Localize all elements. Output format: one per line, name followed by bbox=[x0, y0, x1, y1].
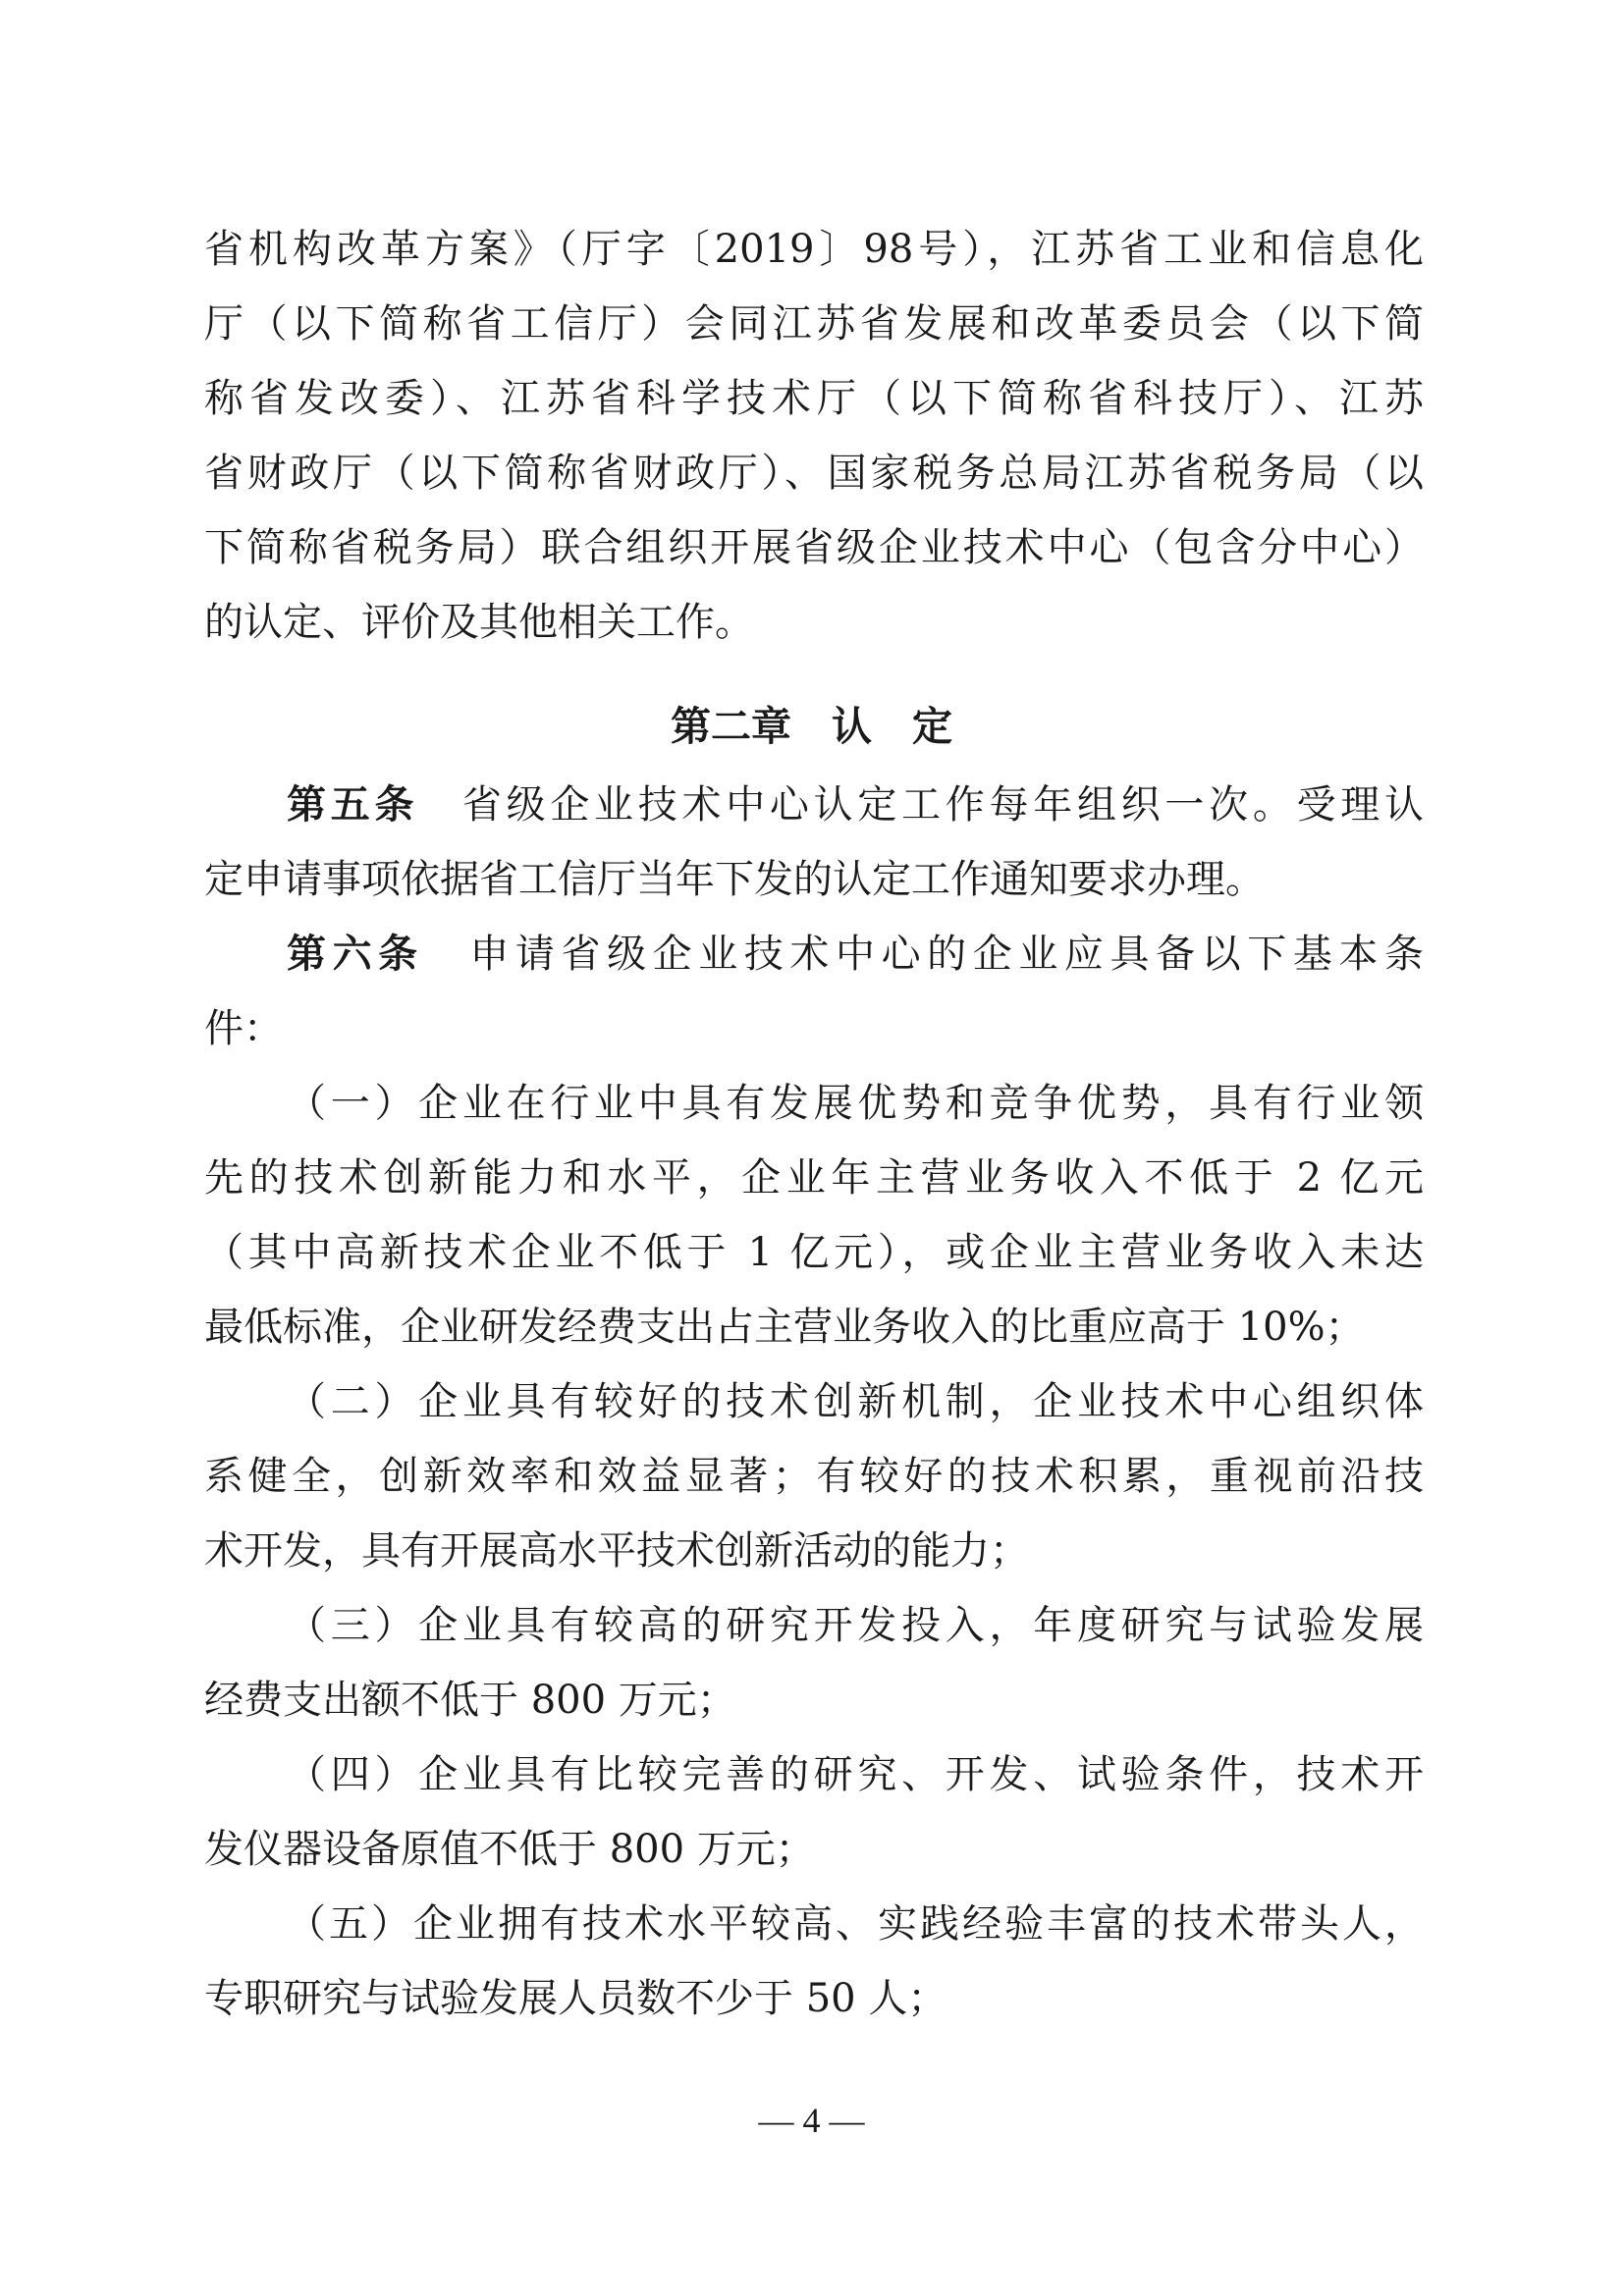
text-line: 称省发改委）、江苏省科学技术厅（以下简称省科技厅）、江苏 bbox=[204, 376, 1424, 421]
text-line: （其中高新技术企业不低于 1 亿元），或企业主营业务收入未达 bbox=[204, 1230, 1424, 1275]
text-line: 厅（以下简称省工信厅）会同江苏省发展和改革委员会（以下简 bbox=[204, 301, 1424, 347]
text-line: 术开发，具有开展高水平技术创新活动的能力； bbox=[204, 1528, 1029, 1574]
page-number: — 4 — bbox=[758, 2101, 865, 2140]
article-5-text: 省级企业技术中心认定工作每年组织一次。受理认 bbox=[458, 782, 1425, 828]
text-line: 系健全，创新效率和效益显著；有较好的技术积累，重视前沿技 bbox=[204, 1454, 1424, 1499]
text-line: 专职研究与试验发展人员数不少于 50 人； bbox=[204, 1976, 947, 2021]
text-line: 件： bbox=[204, 1006, 283, 1051]
text-line: （三）企业具有较高的研究开发投入，年度研究与试验发展 bbox=[287, 1603, 1424, 1648]
article-5-label: 第五条 bbox=[287, 782, 419, 828]
text-line: 定申请事项依据省工信厅当年下发的认定工作通知要求办理。 bbox=[204, 857, 1265, 902]
text-line: 发仪器设备原值不低于 800 万元； bbox=[204, 1827, 815, 1872]
article-5-first-line bbox=[287, 777, 1424, 832]
text-line: （二）企业具有较好的技术创新机制，企业技术中心组织体 bbox=[287, 1379, 1424, 1424]
text-line: 最低标准，企业研发经费支出占主营业务收入的比重应高于 10%； bbox=[204, 1305, 1365, 1350]
text-line: 经费支出额不低于 800 万元； bbox=[204, 1678, 736, 1723]
text-line: （一）企业在行业中具有发展优势和竞争优势，具有行业领 bbox=[287, 1081, 1424, 1126]
article-6-text: 申请省级企业技术中心的企业应具备以下基本条 bbox=[462, 932, 1424, 977]
text-line: 先的技术创新能力和水平，企业年主营业务收入不低于 2 亿元 bbox=[204, 1155, 1424, 1201]
text-line: （四）企业具有比较完善的研究、开发、试验条件，技术开 bbox=[287, 1752, 1424, 1797]
text-line: 省机构改革方案》（厅字〔2019〕98号），江苏省工业和信息化 bbox=[204, 227, 1424, 272]
text-line: 下简称省税务局）联合组织开展省级企业技术中心（包含分中心） bbox=[204, 525, 1424, 570]
chapter-title: 第二章 认 定 bbox=[671, 703, 952, 750]
article-6-label: 第六条 bbox=[287, 932, 424, 977]
article-6-first-line bbox=[287, 927, 1424, 982]
text-line: （五）企业拥有技术水平较高、实践经验丰富的技术带头人， bbox=[287, 1901, 1424, 1947]
text-line: 省财政厅（以下简称省财政厅）、国家税务总局江苏省税务局（以 bbox=[204, 451, 1424, 496]
text-line: 的认定、评价及其他相关工作。 bbox=[204, 600, 754, 645]
